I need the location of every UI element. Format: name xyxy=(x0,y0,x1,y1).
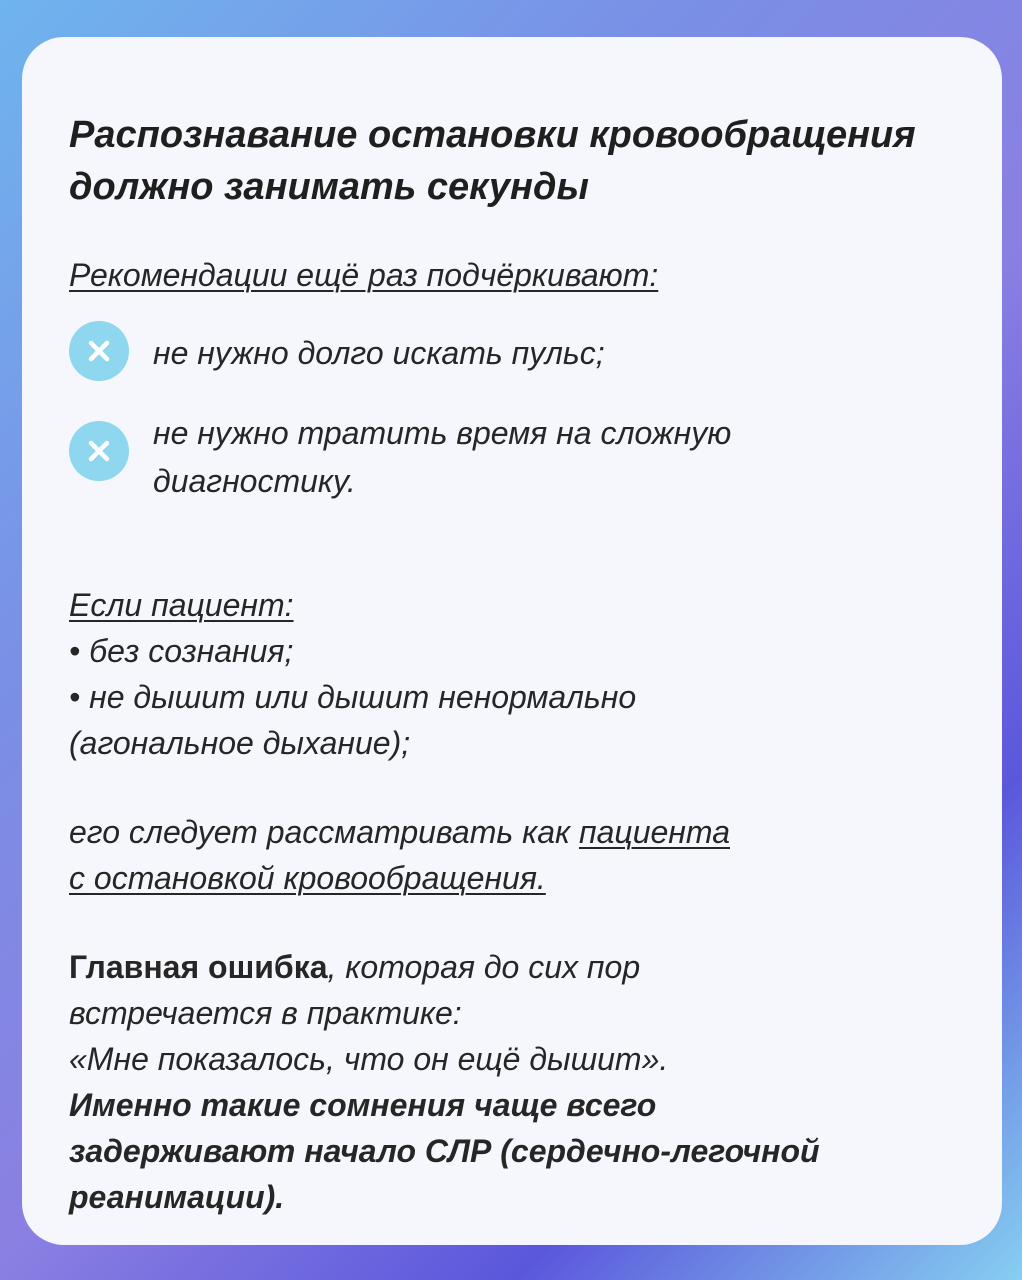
recommend-heading: Рекомендации ещё раз подчёркивают: xyxy=(69,257,659,293)
mistake-bold: Главная ошибка xyxy=(69,949,328,985)
bullet-no-consciousness: • без сознания; xyxy=(69,633,294,669)
mistake-rest: , которая до сих пор xyxy=(327,949,641,985)
conclusion-line-2: задерживают начало СЛР (сердечно-легочной xyxy=(69,1133,820,1169)
page-title xyxy=(69,109,916,213)
conclusion-line-3: реанимации). xyxy=(69,1179,285,1215)
mistake-line-2: встречается в практике: xyxy=(69,995,462,1031)
if-heading: Если пациент: xyxy=(69,587,294,623)
bullet-not-breathing: • не дышит или дышит ненормально xyxy=(69,679,637,715)
list-item xyxy=(153,409,731,505)
x-circle-icon xyxy=(69,321,129,381)
consider-underlined-1: пациента xyxy=(579,814,730,850)
conclusion-line-1: Именно такие сомнения чаще всего xyxy=(69,1087,657,1123)
bullet-agonal: (агональное дыхание); xyxy=(69,725,411,761)
title-line-2: должно занимать секунды xyxy=(69,166,589,208)
x-circle-icon xyxy=(69,421,129,481)
list-item-text: не нужно долго искать пульс; xyxy=(153,335,605,371)
mistake-block xyxy=(69,944,820,1220)
mistake-quote: «Мне показалось, что он ещё дышит». xyxy=(69,1041,669,1077)
consider-underlined-2: с остановкой кровообращения. xyxy=(69,860,546,896)
list-item-text-line-2: диагностику. xyxy=(153,463,356,499)
consider-prefix: его следует рассматривать как xyxy=(69,814,579,850)
list-item-text-line-1: не нужно тратить время на сложную xyxy=(153,415,732,451)
if-patient-block xyxy=(69,582,636,766)
content-card xyxy=(22,37,1002,1245)
title-line-1: Распознавание остановки кровообращения xyxy=(69,114,916,156)
list-item xyxy=(153,329,605,377)
consider-block xyxy=(69,809,730,901)
